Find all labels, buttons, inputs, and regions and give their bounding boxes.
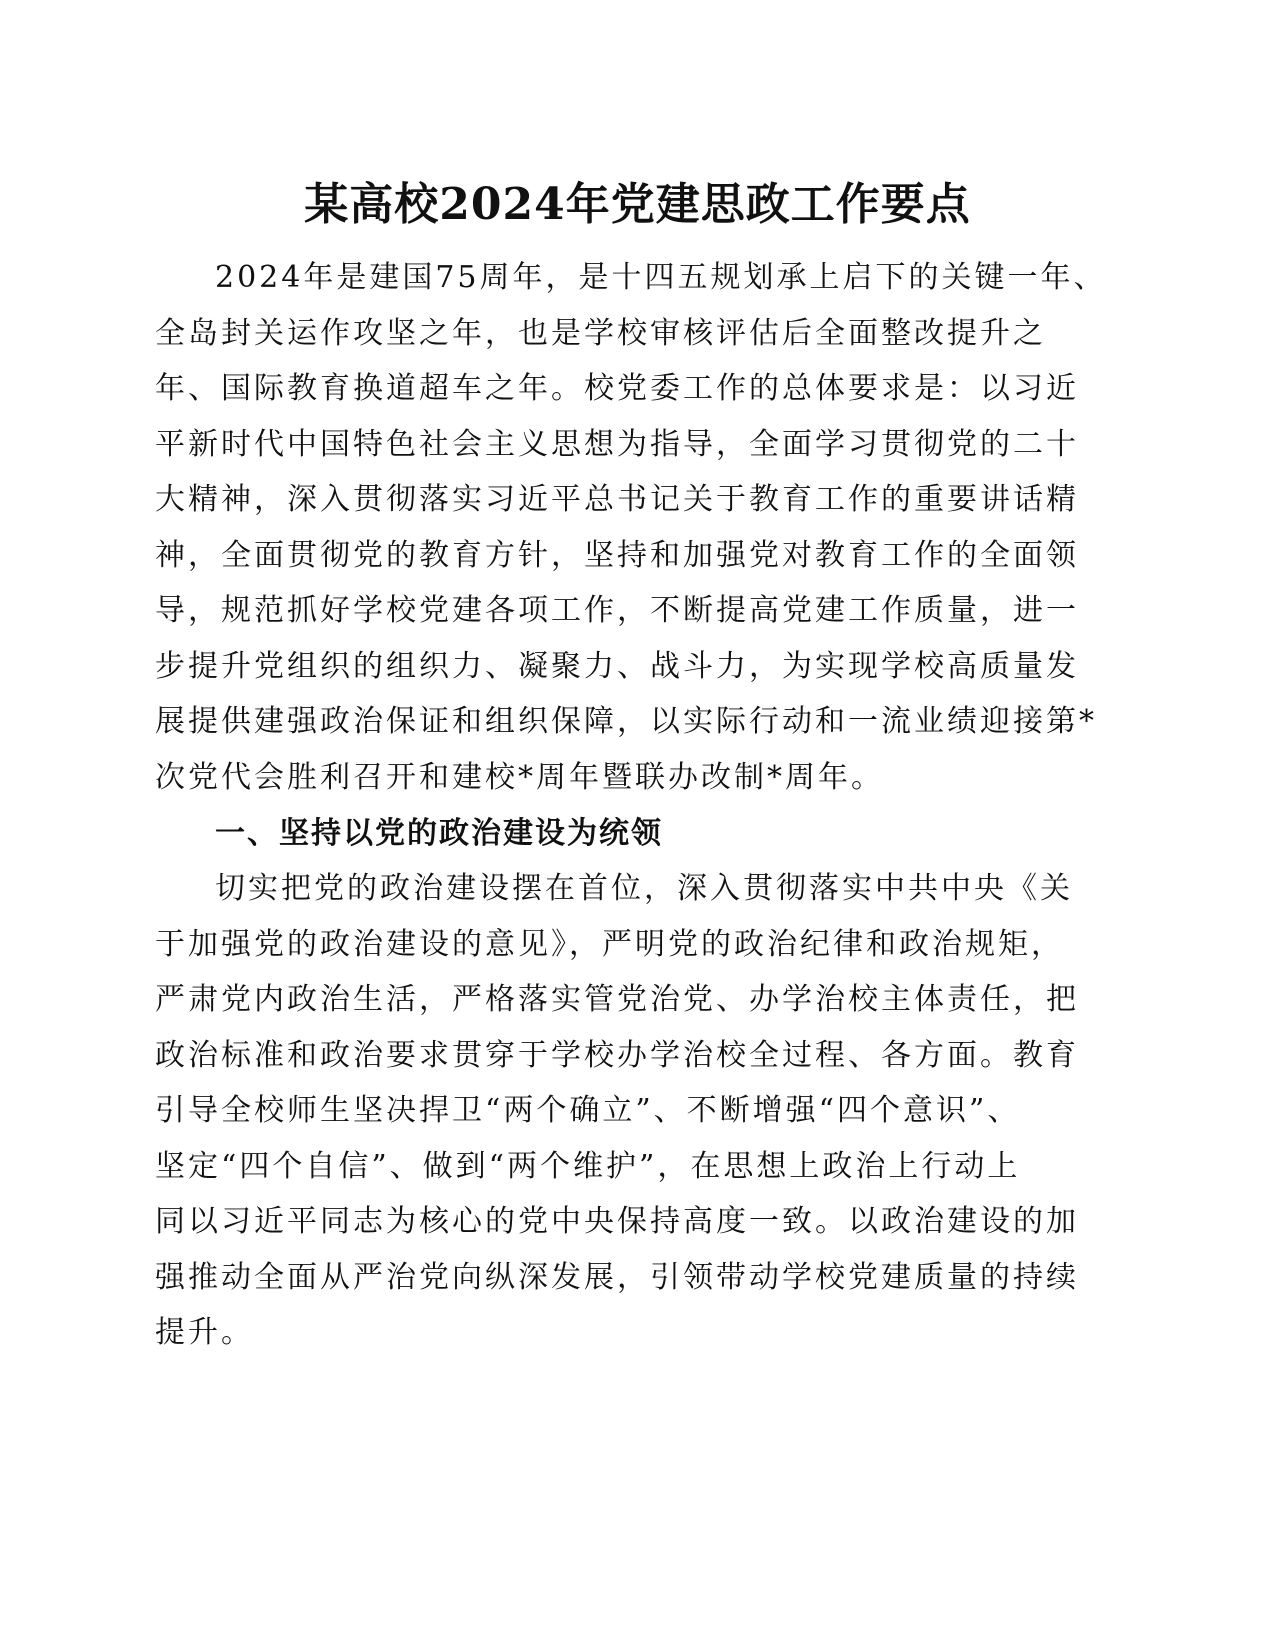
document-title: 某高校2024年党建思政工作要点 (304, 179, 971, 230)
section-line: 同以习近平同志为核心的党中央保持高度一致。以政治建设的加 (155, 1204, 1079, 1239)
intro-line: 年、国际教育换道超车之年。校党委工作的总体要求是：以习近 (155, 371, 1079, 406)
section-line: 提升。 (155, 1315, 254, 1350)
intro-line: 神，全面贯彻党的教育方针，坚持和加强党对教育工作的全面领 (155, 538, 1079, 573)
intro-line: 全岛封关运作攻坚之年，也是学校审核评估后全面整改提升之 (155, 316, 1046, 351)
section-line: 于加强党的政治建设的意见》，严明党的政治纪律和政治规矩， (155, 927, 1064, 962)
intro-line: 次党代会胜利召开和建校*周年暨联办改制*周年。 (155, 760, 884, 795)
intro-line: 平新时代中国特色社会主义思想为指导，全面学习贯彻党的二十 (155, 427, 1079, 462)
intro-line: 2024年是建国75周年，是十四五规划承上启下的关键一年、 (215, 260, 1107, 295)
section-line: 政治标准和政治要求贯穿于学校办学治校全过程、各方面。教育 (155, 1038, 1079, 1073)
section-line: 严肃党内政治生活，严格落实管党治党、办学治校主体责任，把 (155, 982, 1079, 1017)
intro-line: 导，规范抓好学校党建各项工作，不断提高党建工作质量，进一 (155, 593, 1079, 628)
intro-line: 展提供建强政治保证和组织保障，以实际行动和一流业绩迎接第* (155, 704, 1097, 739)
intro-line: 步提升党组织的组织力、凝聚力、战斗力，为实现学校高质量发 (155, 649, 1079, 684)
section-line: 强推动全面从严治党向纵深发展，引领带动学校党建质量的持续 (155, 1260, 1079, 1295)
section-line: 切实把党的政治建设摆在首位，深入贯彻落实中共中央《关 (215, 871, 1073, 906)
section-line: 坚定“四个自信”、做到“两个维护”，在思想上政治上行动上 (155, 1149, 1021, 1184)
intro-line: 大精神，深入贯彻落实习近平总书记关于教育工作的重要讲话精 (155, 482, 1079, 517)
section-heading: 一、坚持以党的政治建设为统领 (215, 816, 663, 851)
section-line: 引导全校师生坚决捍卫“两个确立”、不断增强“四个意识”、 (155, 1093, 1021, 1128)
